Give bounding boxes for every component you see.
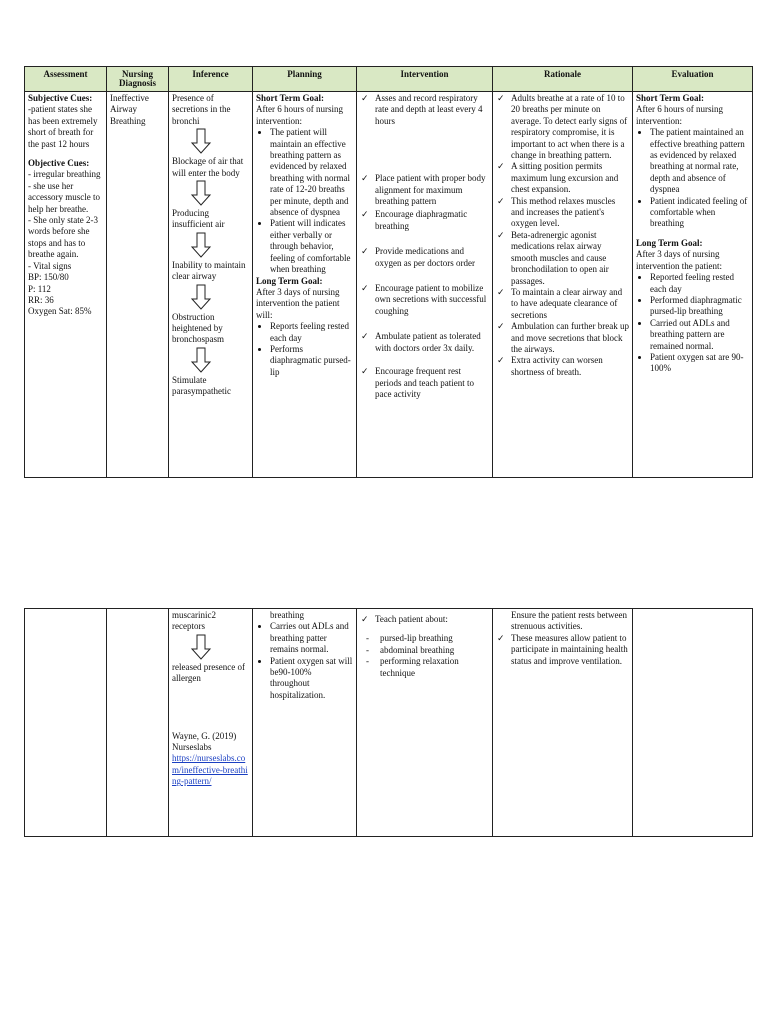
header-inference: Inference — [169, 67, 253, 92]
assessment-cell — [25, 92, 107, 478]
check-icon: ✓ — [361, 283, 369, 294]
down-arrow-icon — [190, 232, 212, 258]
intervention-item-text: Place patient with proper body alignment for maximum breathing pattern — [375, 173, 486, 207]
rationale-item-text: A sitting position permits maximum lung excursion and chest expansion. — [511, 161, 619, 195]
subjective-text: -patient states she has been extremely short of breath for the past 12 hours — [28, 104, 98, 149]
rationale-item-text: These measures allow patient to participate in maintaining health status and improve ventilation. — [511, 632, 628, 666]
inference-step: Producing insufficient air — [172, 208, 225, 230]
intervention-item — [361, 173, 489, 207]
intervention-item — [361, 209, 489, 232]
diagnosis-text: Ineffective Airway Breathing — [110, 93, 149, 126]
rationale-cont-text: Ensure the patient rests between strenuous activities. — [511, 610, 627, 632]
planning-goal-item: • Reports feeling rested each day — [270, 321, 353, 344]
objective-line: - Vital signs — [28, 260, 72, 271]
header-assessment: Assessment — [25, 67, 107, 92]
inference-cell-cont — [169, 609, 253, 837]
header-planning: Planning — [253, 67, 357, 92]
teach-label: Teach patient about: — [375, 614, 448, 624]
objective-line: Oxygen Sat: 85% — [28, 306, 92, 317]
check-icon: ✓ — [361, 614, 369, 624]
intervention-item-text: Encourage patient to mobilize own secretions with successful coughing — [375, 283, 487, 316]
check-icon: ✓ — [497, 161, 505, 172]
intervention-item — [361, 283, 489, 317]
evaluation-cell — [633, 92, 753, 478]
down-arrow-icon — [190, 180, 212, 206]
inference-arrow-slot — [172, 634, 249, 660]
check-icon: ✓ — [361, 366, 369, 377]
care-plan-table-page1 — [24, 66, 753, 478]
care-plan-table-page2 — [24, 608, 753, 837]
objective-line: - irregular breathing — [28, 169, 101, 180]
inference-step: Stimulate parasympathetic — [172, 374, 231, 397]
inference-step: Inability to maintain clear airway — [172, 259, 246, 282]
continuation-row — [25, 609, 753, 837]
check-icon: ✓ — [361, 331, 369, 342]
planning-goal-item: • Patient will indicates either verbally or through behavior, feeling of comfortable when breathing — [270, 218, 353, 275]
inference-flow — [172, 93, 249, 398]
dash-marker: - — [366, 633, 369, 644]
intervention-item — [361, 93, 489, 127]
rationale-item — [497, 93, 629, 161]
rationale-list-cont — [496, 633, 629, 667]
dash-marker: - — [366, 644, 369, 655]
rationale-item-text: Beta-adrenergic agonist medications relax airway smooth muscles and cause bronchodilation to open air passages. — [511, 229, 609, 286]
down-arrow-icon — [190, 634, 212, 660]
intervention-item — [361, 331, 489, 354]
inference-step: Presence of secretions in the bronchi — [172, 93, 231, 126]
teach-sub-list — [360, 633, 489, 679]
evaluation-short-title: Short Term Goal: — [636, 93, 705, 103]
rationale-item-text: Extra activity can worsen shortness of breath. — [511, 355, 603, 377]
check-icon: ✓ — [497, 321, 505, 332]
intervention-cell-cont — [357, 609, 493, 837]
subjective-title: Subjective Cues: — [28, 93, 93, 103]
rationale-item-text: This method relaxes muscles and increases the patient's oxygen level. — [511, 195, 616, 229]
objective-line: - She only state 2-3 words before she stops and has to breathe again. — [28, 215, 98, 260]
intervention-list — [360, 93, 489, 400]
intervention-teach-list — [360, 614, 489, 625]
rationale-item — [497, 632, 629, 667]
teach-sub-text: pursed-lip breathing — [380, 633, 453, 644]
planning-short-title: Short Term Goal: — [256, 93, 325, 103]
down-arrow-icon — [190, 128, 212, 154]
check-icon: ✓ — [361, 246, 369, 257]
rationale-item — [497, 355, 629, 378]
diagnosis-cell-cont — [107, 609, 169, 837]
intervention-teach-item — [361, 614, 489, 625]
intervention-item-text: Ambulate patient as tolerated with doctors order 3x daily. — [375, 331, 481, 353]
rationale-item-text: Ambulation can further break up and move secretions that block the airways. — [511, 321, 629, 354]
planning-short-list — [256, 127, 353, 275]
objective-lines — [28, 169, 103, 317]
rationale-item-text: Adults breathe at a rate of 10 to 20 breaths per minute on average. To detect early signs of respiratory compromise, it is important to act when there is a change in breathing pattern. — [511, 93, 628, 161]
intervention-item-text: Asses and record respiratory rate and depth at least every 4 hours — [375, 93, 483, 126]
rationale-item — [497, 161, 629, 195]
objective-line: BP: 150/80 — [28, 272, 69, 283]
rationale-item — [497, 229, 629, 287]
inference-step: Obstruction heightened by bronchospasm — [172, 311, 224, 345]
planning-long-list-cont — [256, 621, 353, 701]
check-icon: ✓ — [497, 229, 505, 240]
check-icon: ✓ — [497, 195, 505, 206]
intervention-item — [361, 366, 489, 400]
evaluation-long-intro: After 3 days of nursing intervention the patient: — [636, 249, 722, 271]
planning-long-title: Long Term Goal: — [256, 275, 323, 286]
teach-sub-item — [366, 656, 489, 679]
objective-line: P: 112 — [28, 283, 51, 294]
intervention-cell — [357, 92, 493, 478]
assessment-cell-cont — [25, 609, 107, 837]
planning-goal-item: • The patient will maintain an effective breathing pattern as evidenced by relaxed breathing with normal rate of 12-20 breaths per minute, depth and absence of dyspnea — [270, 127, 353, 218]
evaluation-item: • Performed diaphragmatic pursed-lip breathing — [650, 295, 749, 318]
intervention-item — [361, 246, 489, 269]
body-row — [25, 92, 753, 478]
planning-cell — [253, 92, 357, 478]
teach-sub-item — [366, 644, 489, 656]
header-nursing-diagnosis: Nursing Diagnosis — [107, 67, 169, 92]
rationale-item-text: To maintain a clear airway and to have adequate clearance of secretions — [511, 286, 623, 320]
diagnosis-cell — [107, 92, 169, 478]
teach-sub-text: performing relaxation technique — [380, 656, 459, 678]
check-icon: ✓ — [497, 632, 505, 643]
down-arrow-icon — [190, 347, 212, 373]
evaluation-short-intro: After 6 hours of nursing intervention: — [636, 104, 723, 126]
evaluation-item: • The patient maintained an effective breathing pattern as evidenced by relaxed breathing at normal rate, depth and absence of dyspnea — [650, 127, 749, 195]
inference-cont-text: muscarinic2 receptors — [172, 610, 216, 632]
rationale-cell-cont — [493, 609, 633, 837]
check-icon: ✓ — [497, 93, 505, 103]
header-row — [25, 67, 753, 92]
check-icon: ✓ — [361, 93, 369, 103]
planning-short-intro: After 6 hours of nursing intervention: — [256, 104, 343, 126]
check-icon: ✓ — [361, 173, 369, 184]
planning-cell-cont — [253, 609, 357, 837]
evaluation-item: • Reported feeling rested each day — [650, 272, 749, 295]
dash-marker: - — [366, 656, 369, 667]
header-rationale: Rationale — [493, 67, 633, 92]
intervention-item-text: Encourage diaphragmatic breathing — [375, 209, 468, 231]
planning-long-list — [256, 321, 353, 378]
inference-step: Blockage of air that will enter the body — [172, 156, 244, 178]
check-icon: ✓ — [497, 355, 505, 366]
rationale-item — [497, 195, 629, 230]
objective-line: - she use her accessory muscle to help her breathe. — [28, 180, 100, 214]
inference-allergen-text: released presence of allergen — [172, 661, 245, 684]
evaluation-long-list — [636, 272, 749, 375]
teach-sub-item — [366, 633, 489, 644]
evaluation-long-title: Long Term Goal: — [636, 237, 703, 248]
down-arrow-icon — [190, 284, 212, 310]
rationale-cell — [493, 92, 633, 478]
inference-cell — [169, 92, 253, 478]
rationale-list — [496, 93, 629, 378]
planning-goal-item: • Carries out ADLs and breathing patter remains normal. — [270, 621, 353, 655]
planning-goal-item: • Performs diaphragmatic pursed-lip — [270, 344, 353, 378]
check-icon: ✓ — [361, 209, 369, 220]
teach-sub-text: abdominal breathing — [380, 644, 455, 655]
check-icon: ✓ — [497, 286, 505, 297]
rationale-item — [497, 286, 629, 321]
rationale-item — [497, 321, 629, 355]
header-intervention: Intervention — [357, 67, 493, 92]
citation-text: Wayne, G. (2019) Nurseslabs — [172, 730, 237, 753]
objective-title: Objective Cues: — [28, 158, 90, 169]
intervention-item-text: Encourage frequent rest periods and teach patient to pace activity — [375, 366, 474, 399]
evaluation-item: • Carried out ADLs and breathing pattern are remained normal. — [650, 318, 749, 352]
header-evaluation: Evaluation — [633, 67, 753, 92]
planning-long-intro: After 3 days of nursing intervention the patient will: — [256, 286, 340, 320]
evaluation-item: • Patient indicated feeling of comfortable when breathing — [650, 196, 749, 230]
evaluation-item: • Patient oxygen sat are 90-100% — [650, 352, 749, 375]
planning-cont-text: breathing — [270, 610, 304, 620]
planning-goal-item: • Patient oxygen sat will be90-100% throughout hospitalization. — [270, 656, 353, 702]
evaluation-cell-cont — [633, 609, 753, 837]
citation-link[interactable]: https://nurseslabs.com/ineffective-breathing-pattern/ — [172, 753, 248, 787]
intervention-item-text: Provide medications and oxygen as per doctors order — [375, 246, 475, 268]
objective-line: RR: 36 — [28, 294, 54, 305]
evaluation-short-list — [636, 127, 749, 230]
